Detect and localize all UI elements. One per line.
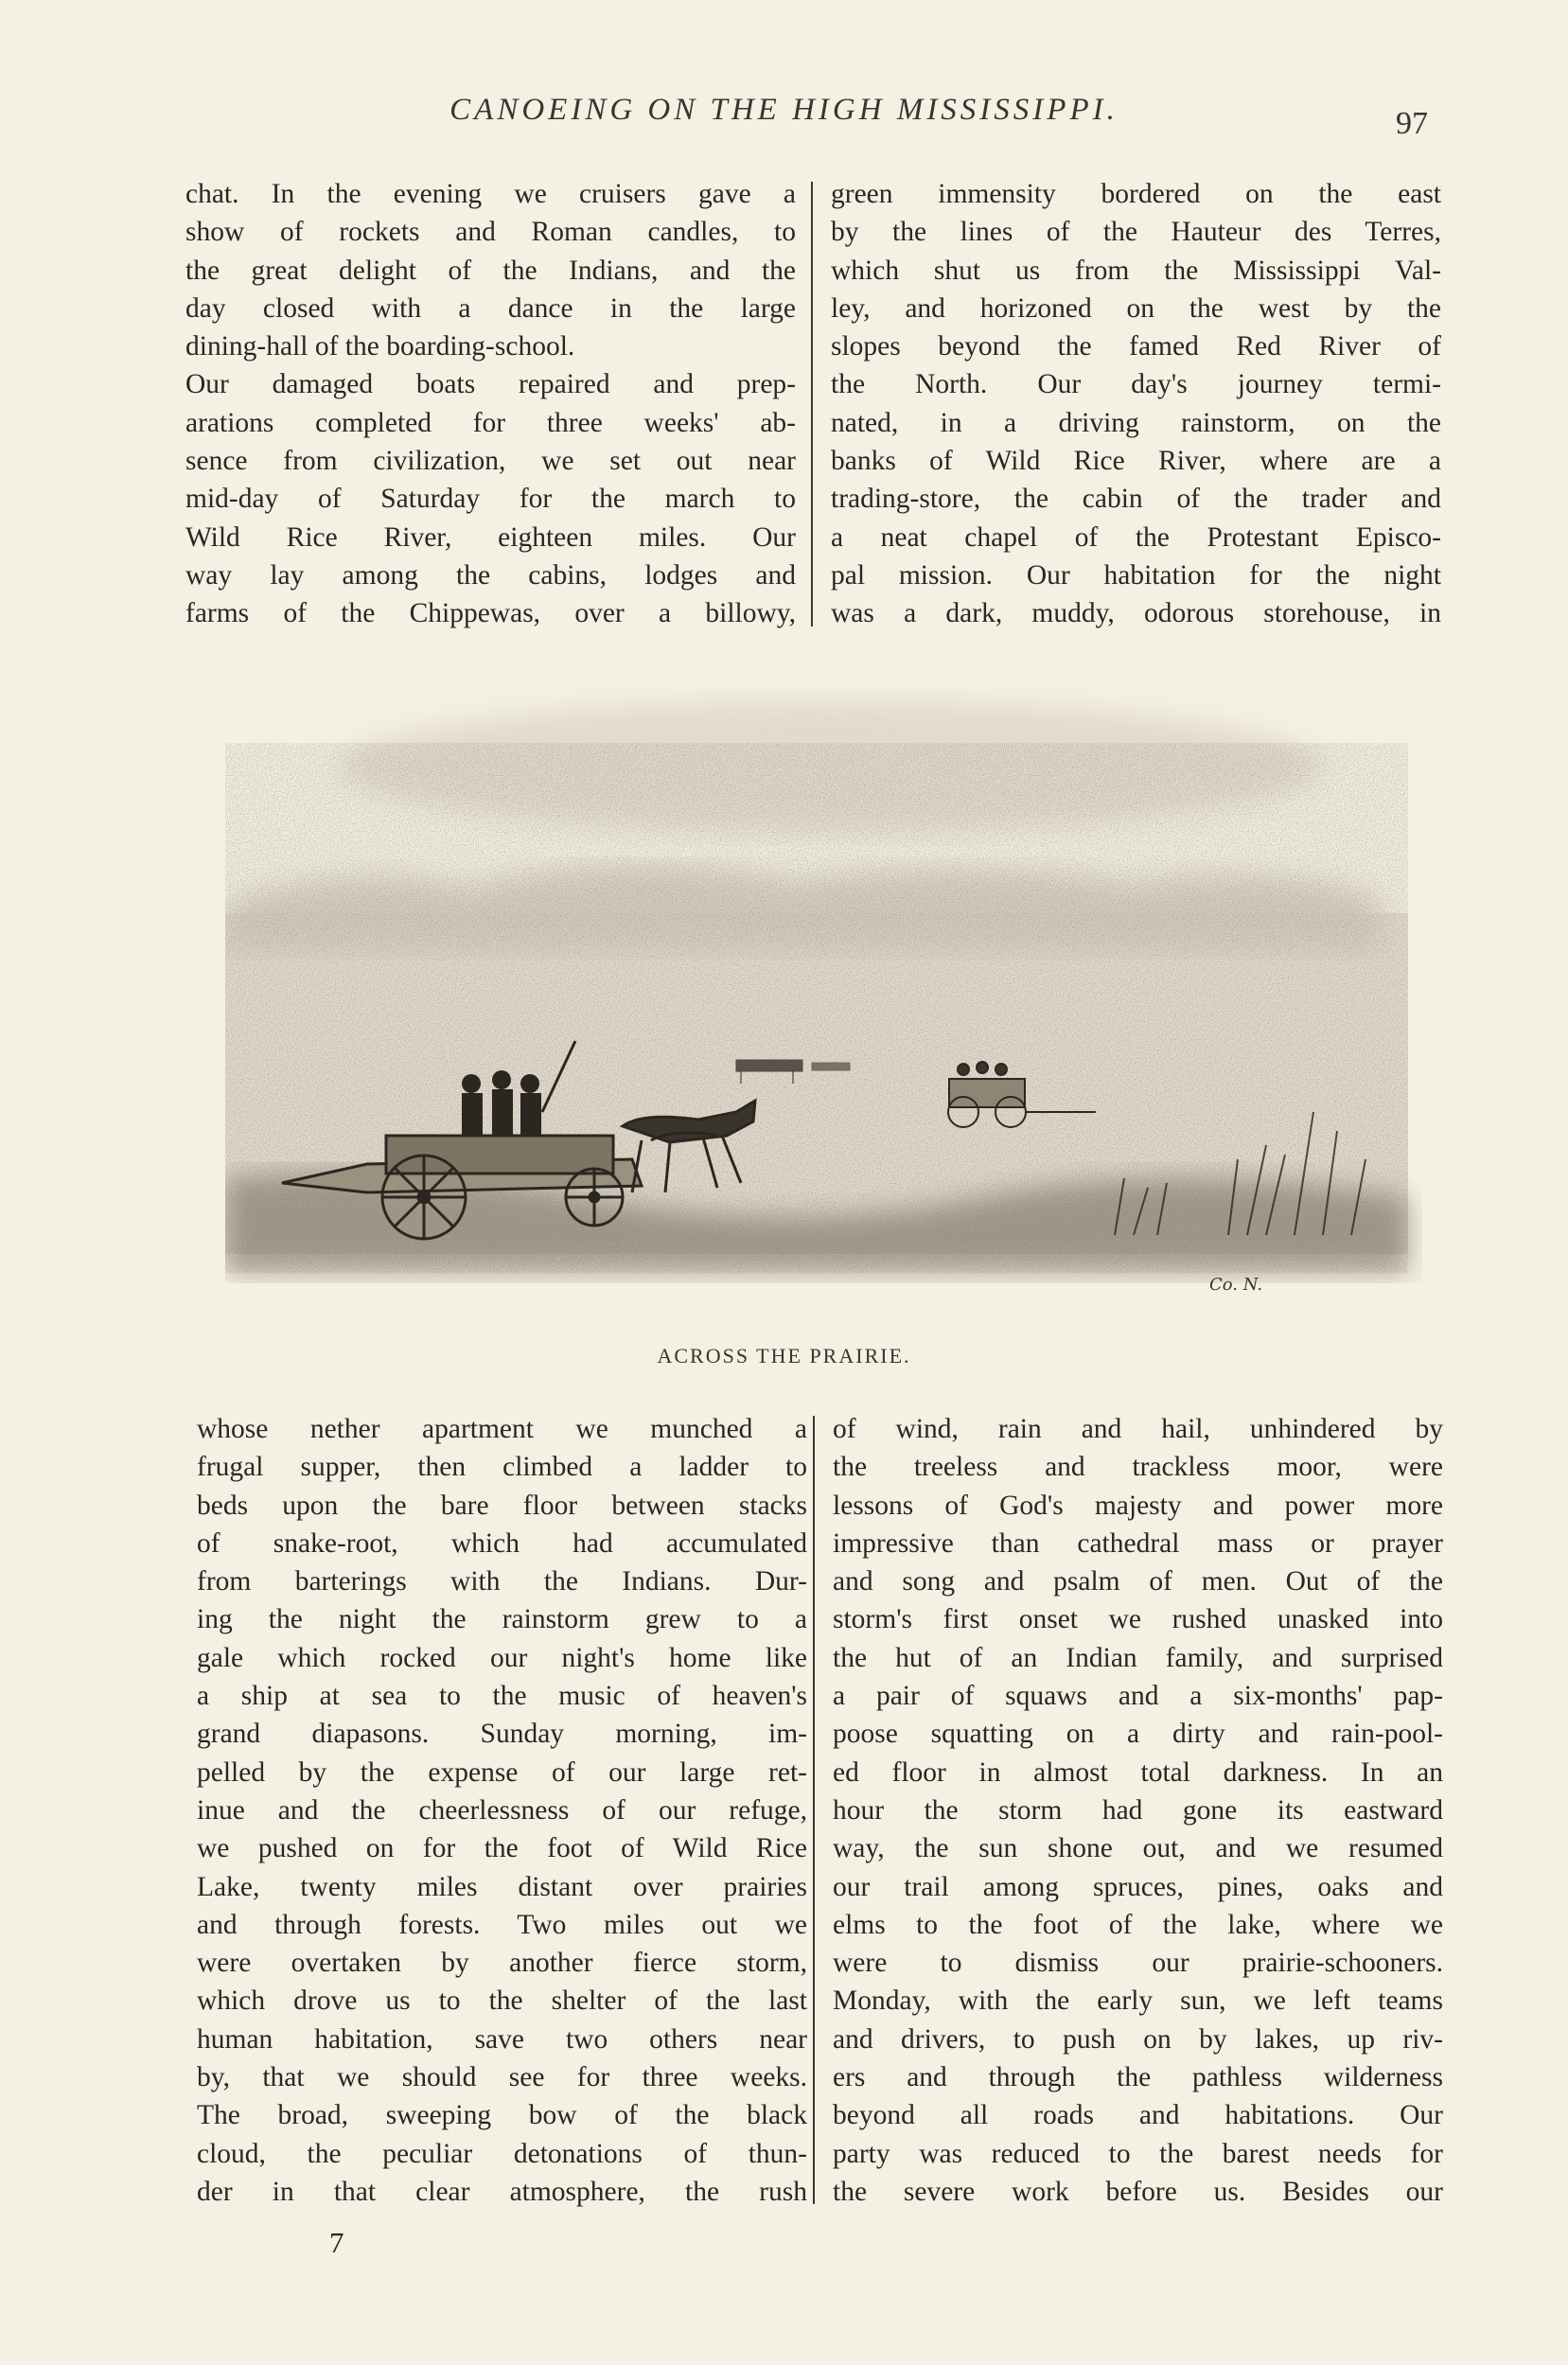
text-line: a ship at sea to the music of heaven's [197, 1681, 807, 1712]
text-line: the great delight of the Indians, and the [185, 255, 796, 286]
text-line: day closed with a dance in the large [185, 292, 796, 324]
text-line: lessons of God's majesty and power more [833, 1490, 1443, 1521]
text-line: arations completed for three weeks' ab- [185, 407, 796, 438]
text-line: our trail among spruces, pines, oaks and [833, 1871, 1443, 1902]
text-line: a pair of squaws and a six-months' pap- [833, 1681, 1443, 1712]
text-line: which shut us from the Mississippi Val- [831, 255, 1441, 286]
column-top-right [831, 175, 1441, 633]
text-line: the North. Our day's journey termi- [831, 369, 1441, 400]
column-bottom-left [197, 1410, 807, 2211]
text-line: dining-hall of the boarding-school. [185, 331, 575, 362]
text-line: way, the sun shone out, and we resumed [833, 1833, 1443, 1864]
text-line: trading-store, the cabin of the trader and [831, 484, 1441, 515]
text-line: a neat chapel of the Protestant Episco- [831, 521, 1441, 553]
text-line: and song and psalm of men. Out of the [833, 1566, 1443, 1597]
text-line: show of rockets and Roman candles, to [185, 217, 796, 248]
text-line: grand diapasons. Sunday morning, im- [197, 1719, 807, 1750]
prairie-engraving [225, 667, 1422, 1320]
text-line: Monday, with the early sun, we left teams [833, 1986, 1443, 2017]
text-line: were to dismiss our prairie-schooners. [833, 1948, 1443, 1979]
text-line: was a dark, muddy, odorous storehouse, in [831, 598, 1441, 629]
text-line: elms to the foot of the lake, where we [833, 1909, 1443, 1940]
text-line: mid-day of Saturday for the march to [185, 484, 796, 515]
column-rule-bottom [813, 1416, 815, 2204]
text-line: and through forests. Two miles out we [197, 1909, 807, 1940]
text-line: der in that clear atmosphere, the rush [197, 2176, 807, 2207]
column-bottom-right [833, 1410, 1443, 2211]
text-line: ing the night the rainstorm grew to a [197, 1604, 807, 1635]
figure-caption: ACROSS THE PRAIRIE. [657, 1344, 911, 1368]
text-line: way lay among the cabins, lodges and [185, 559, 796, 591]
text-line: Lake, twenty miles distant over prairies [197, 1871, 807, 1902]
text-line: gale which rocked our night's home like [197, 1642, 807, 1673]
text-line: ers and through the pathless wilderness [833, 2062, 1443, 2093]
text-line: nated, in a driving rainstorm, on the [831, 407, 1441, 438]
text-line: beyond all roads and habitations. Our [833, 2100, 1443, 2131]
text-line: from barterings with the Indians. Dur- [197, 1566, 807, 1597]
text-line: were overtaken by another fierce storm, [197, 1948, 807, 1979]
text-line: slopes beyond the famed Red River of [831, 331, 1441, 362]
text-line: whose nether apartment we munched a [197, 1414, 807, 1444]
text-line: impressive than cathedral mass or prayer [833, 1527, 1443, 1559]
text-line: by the lines of the Hauteur des Terres, [831, 217, 1441, 248]
text-line: which drove us to the shelter of the last [197, 1986, 807, 2017]
text-line: Our damaged boats repaired and prep- [185, 369, 796, 400]
text-line: chat. In the evening we cruisers gave a [185, 179, 796, 209]
signature-mark: 7 [329, 2226, 344, 2259]
text-line: party was reduced to the barest needs for [833, 2138, 1443, 2169]
text-line: the treeless and trackless moor, were [833, 1452, 1443, 1483]
text-line: pelled by the expense of our large ret- [197, 1756, 807, 1788]
text-line: the severe work before us. Besides our [833, 2176, 1443, 2207]
column-rule-top [811, 182, 813, 627]
text-line: sence from civilization, we set out near [185, 446, 796, 477]
text-line: beds upon the bare floor between stacks [197, 1490, 807, 1521]
text-line: human habitation, save two others near [197, 2023, 807, 2055]
text-line: cloud, the peculiar detonations of thun- [197, 2138, 807, 2169]
text-line: farms of the Chippewas, over a billowy, [185, 598, 796, 629]
text-line: we pushed on for the foot of Wild Rice [197, 1833, 807, 1864]
text-line: poose squatting on a dirty and rain-pool- [833, 1719, 1443, 1750]
text-line: green immensity bordered on the east [831, 179, 1441, 209]
text-line: of wind, rain and hail, unhindered by [833, 1414, 1443, 1444]
text-line: The broad, sweeping bow of the black [197, 2100, 807, 2131]
text-line: and drivers, to push on by lakes, up riv- [833, 2023, 1443, 2055]
column-top-left [185, 175, 796, 633]
illustration-across-the-prairie [225, 667, 1422, 1320]
text-line: inue and the cheerlessness of our refuge, [197, 1794, 807, 1826]
engraver-signature: Co. N. [1209, 1275, 1263, 1295]
text-line: of snake-root, which had accumulated [197, 1527, 807, 1559]
text-line: Wild Rice River, eighteen miles. Our [185, 521, 796, 553]
text-line: frugal supper, then climbed a ladder to [197, 1452, 807, 1483]
text-line: storm's first onset we rushed unasked into [833, 1604, 1443, 1635]
text-line: ley, and horizoned on the west by the [831, 292, 1441, 324]
text-line: pal mission. Our habitation for the night [831, 559, 1441, 591]
text-line: banks of Wild Rice River, where are a [831, 446, 1441, 477]
text-line: the hut of an Indian family, and surprised [833, 1642, 1443, 1673]
text-line: hour the storm had gone its eastward [833, 1794, 1443, 1826]
text-line: by, that we should see for three weeks. [197, 2062, 807, 2093]
page-number: 97 [1396, 106, 1428, 141]
running-head: CANOEING ON THE HIGH MISSISSIPPI. [449, 93, 1119, 127]
text-line: ed floor in almost total darkness. In an [833, 1756, 1443, 1788]
